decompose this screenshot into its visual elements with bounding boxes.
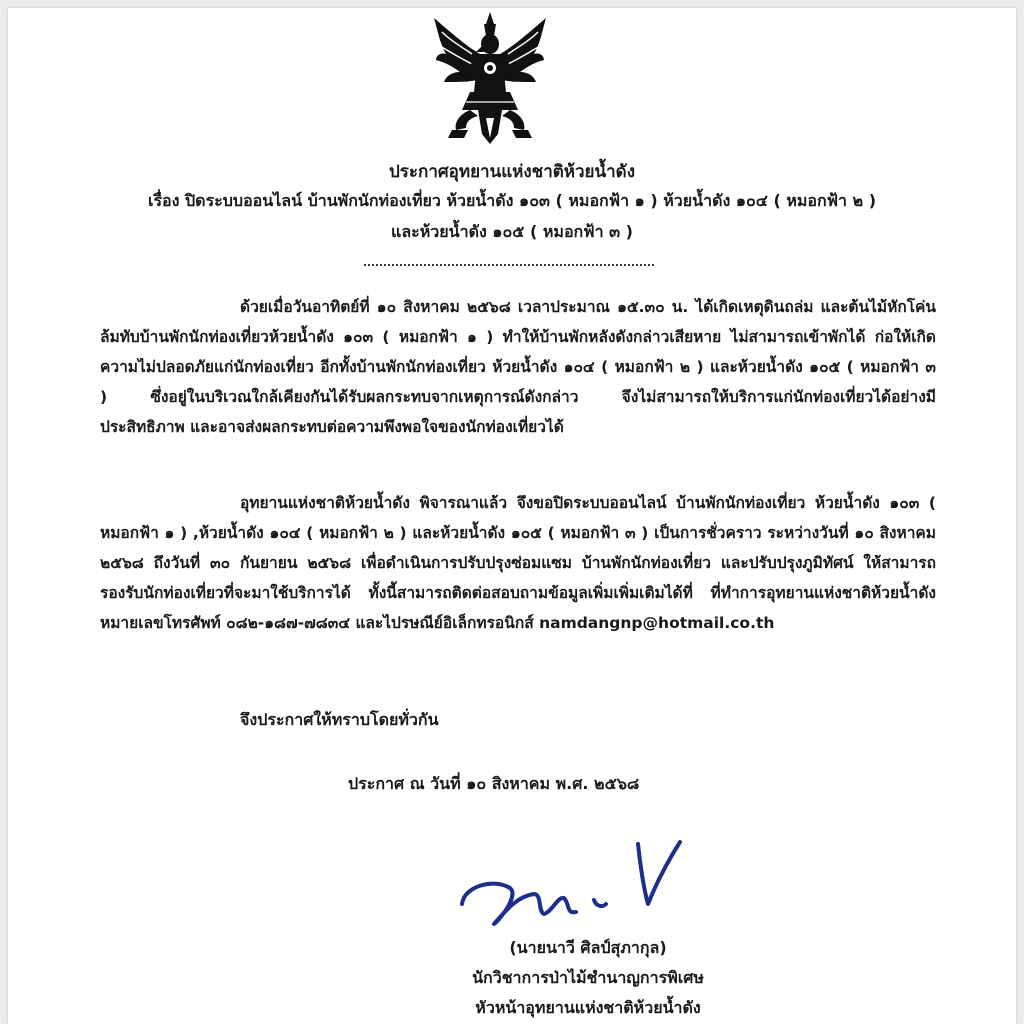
announcement-page	[8, 8, 1016, 1024]
paragraph-2: อุทยานแห่งชาติห้วยน้ำดัง พิจารณาแล้ว จึงขอปิดระบบออนไลน์ บ้านพักนักท่องเที่ยว ห้วยน้ำดัง ๑๐๓ ( หมอกฟ้า ๑ ) ,ห้วยน้ำดัง ๑๐๔ ( หมอกฟ้า ๒ ) และห้วยน้ำดัง ๑๐๕ ( หมอกฟ้า ๓ ) เป็นการชั่วคราว ระหว่างวันที่ ๑๐ สิงหาคม ๒๕๖๘ ถึงวันที่ ๓๐ กันยายน ๒๕๖๘ เพื่อดำเนินการปรับปรุงซ่อมแซม บ้านพักนักท่องเที่ยว และปรับปรุงภูมิทัศน์ ให้สามารถรองรับนักท่องเที่ยวที่จะมาใช้บริการได้ ทั้งนี้สามารถติดต่อสอบถามข้อมูลเพิ่มเพิ่มเติมได้ที่ ที่ทำการอุทยานแห่งชาติห้วยน้ำดัง หมายเลขโทรศัพท์ ๐๘๒-๑๘๗-๗๘๓๔ และไปรษณีย์อิเล็กทรอนิกส์ namdangnp@hotmail.co.th	[100, 494, 936, 632]
garuda-emblem	[426, 10, 554, 150]
announcement-date: ประกาศ ณ วันที่ ๑๐ สิงหาคม พ.ศ. ๒๕๖๘	[348, 774, 640, 793]
signer-name: (นายนาวี ศิลป์สุภากุล)	[509, 938, 667, 957]
announcement-title: ประกาศอุทยานแห่งชาติห้วยน้ำดัง	[388, 162, 636, 182]
dotted-divider	[364, 264, 654, 266]
paragraph-1: ด้วยเมื่อวันอาทิตย์ที่ ๑๐ สิงหาคม ๒๕๖๘ เวลาประมาณ ๑๕.๓๐ น. ได้เกิดเหตุดินถล่ม และต้นไม้หักโค่นล้มทับบ้านพักนักท่องเที่ยวห้วยน้ำดัง ๑๐๓ ( หมอกฟ้า ๑ ) ทำให้บ้านพักหลังดังกล่าวเสียหาย ไม่สามารถเข้าพักได้ ก่อให้เกิดความไม่ปลอดภัยแก่นักท่องเที่ยว อีกทั้งบ้านพักนักท่องเที่ยว ห้วยน้ำดัง ๑๐๔ ( หมอกฟ้า ๒ ) และห้วยน้ำดัง ๑๐๕ ( หมอกฟ้า ๓ ) ซึ่งอยู่ในบริเวณใกล้เคียงกันได้รับผลกระทบจากเหตุการณ์ดังกล่าว จึงไม่สามารถให้บริการแก่นักท่องเที่ยวได้อย่างมีประสิทธิภาพ และอาจส่งผลกระทบต่อความพึงพอใจของนักท่องเที่ยวได้	[100, 298, 936, 436]
subject-line-2: และห้วยน้ำดัง ๑๐๕ ( หมอกฟ้า ๓ )	[391, 222, 633, 241]
signer-position: นักวิชาการป่าไม้ชำนาญการพิเศษ	[472, 968, 704, 987]
subject-line-1: เรื่อง ปิดระบบออนไลน์ บ้านพักนักท่องเที่ยว ห้วยน้ำดัง ๑๐๓ ( หมอกฟ้า ๑ ) ห้วยน้ำดัง ๑๐๔ ( หมอกฟ้า ๒ )	[147, 191, 877, 210]
handwritten-signature	[454, 834, 704, 934]
signer-organization: หัวหน้าอุทยานแห่งชาติห้วยน้ำดัง	[475, 998, 701, 1017]
closing-statement: จึงประกาศให้ทราบโดยทั่วกัน	[240, 710, 439, 729]
